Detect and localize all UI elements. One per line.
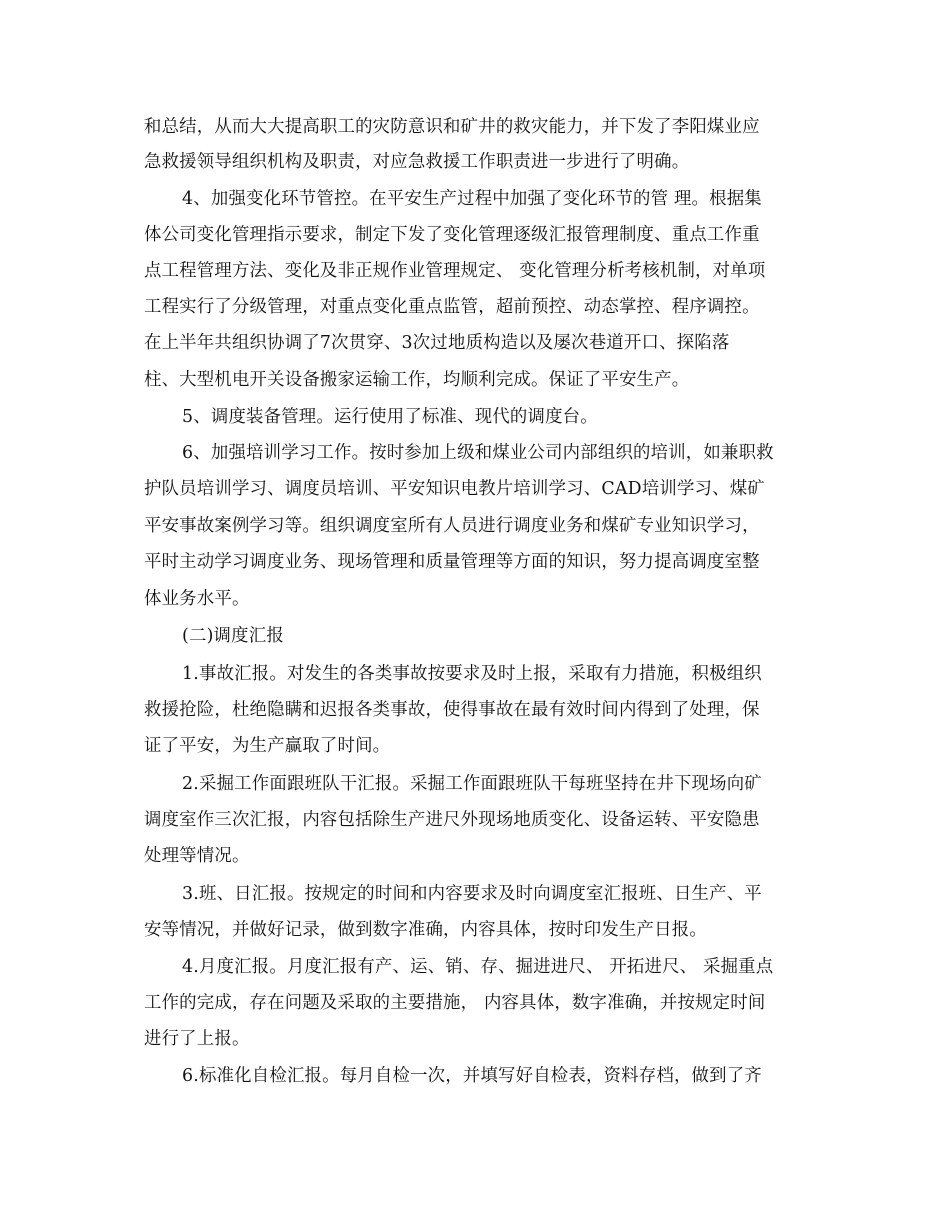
text-line-11: 护队员培训学习、调度员培训、平安知识电教片培训学习、CAD培训学习、煤矿 [144,479,765,499]
text-line-6: 工程实行了分级管理，对重点变化重点监管，超前预控、动态掌控、程序调控。 [144,297,760,317]
text-line-3: 4、加强变化环节管控。在平安生产过程中加强了变化环节的管 理。根据集 [182,189,762,209]
text-line-20: 调度室作三次汇报，内容包括除生产进尺外现场地质变化、设备运转、平安隐患 [144,810,760,830]
text-line-19: 2.采掘工作面跟班队干汇报。采掘工作面跟班队干每班坚持在井下现场向矿 [182,774,762,794]
text-line-9: 5、调度装备管理。运行使用了标准、现代的调度台。 [182,407,598,427]
text-line-10: 6、加强培训学习工作。按时参加上级和煤业公司内部组织的培训，如兼职救 [182,443,774,463]
text-line-25: 工作的完成，存在问题及采取的主要措施， 内容具体，数字准确，并按规定时间 [144,993,766,1013]
text-line-5: 点工程管理方法、变化及非正规作业管理规定、 变化管理分析考核机制，对单项 [144,261,766,281]
text-line-1: 和总结，从而大大提高职工的灾防意识和矿井的救灾能力，并下发了李阳煤业应 [144,117,760,137]
text-line-27: 6.标准化自检汇报。每月自检一次，并填写好自检表，资料存档，做到了齐 [182,1066,762,1086]
text-line-18: 证了平安，为生产赢取了时间。 [144,736,391,756]
section-heading: (二)调度汇报 [182,626,284,646]
text-line-24: 4.月度汇报。月度汇报有产、运、销、存、掘进进尺、 开拓进尺、 采掘重点 [182,957,774,977]
text-line-12: 平安事故案例学习等。组织调度室所有人员进行调度业务和煤矿专业知识学习， [144,516,760,536]
text-line-26: 进行了上报。 [144,1029,250,1049]
text-line-8: 柱、大型机电开关设备搬家运输工作，均顺利完成。保证了平安生产。 [144,370,690,390]
text-line-21: 处理等情况。 [144,846,250,866]
text-line-22: 3.班、日汇报。按规定的时间和内容要求及时向调度室汇报班、日生产、平 [182,884,762,904]
text-line-23: 安等情况，并做好记录，做到数字准确，内容具体，按时印发生产日报。 [144,920,707,940]
text-line-7: 在上半年共组织协调了7次贯穿、3次过地质构造以及屡次巷道开口、探陷落 [144,333,730,353]
text-line-17: 救援抢险，杜绝隐瞒和迟报各类事故，使得事故在最有效时间内得到了处理，保 [144,700,760,720]
text-line-16: 1.事故汇报。对发生的各类事故按要求及时上报，采取有力措施，积极组织 [182,664,762,684]
text-line-14: 体业务水平。 [144,589,250,609]
text-line-4: 体公司变化管理指示要求，制定下发了变化管理逐级汇报管理制度、重点工作重 [144,225,760,245]
text-line-2: 急救援领导组织机构及职责，对应急救援工作职责进一步进行了明确。 [144,152,690,172]
text-line-13: 平时主动学习调度业务、现场管理和质量管理等方面的知识，努力提高调度室整 [144,552,760,572]
